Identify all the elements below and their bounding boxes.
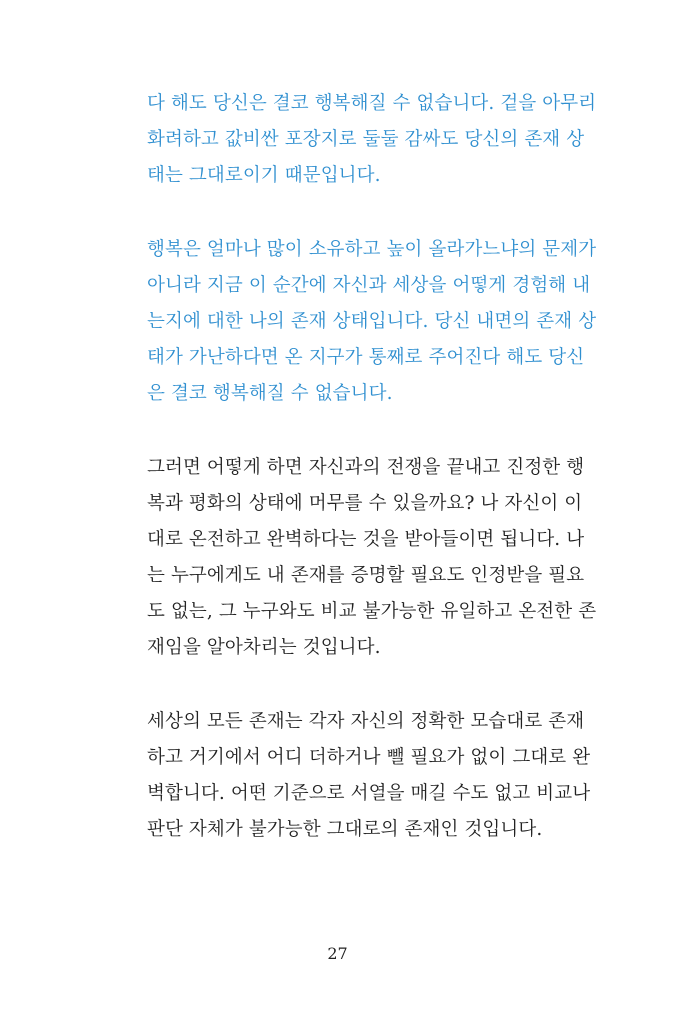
text-line: 다 해도 당신은 결코 행복해질 수 없습니다. 겉을 아무리	[147, 93, 597, 114]
text-line: 도 없는, 그 누구와도 비교 불가능한 유일하고 온전한 존	[147, 601, 597, 622]
text-line: 판단 자체가 불가능한 그대로의 존재인 것입니다.	[147, 819, 543, 840]
paragraph-highlight-2	[147, 232, 607, 412]
text-line: 은 결코 행복해질 수 없습니다.	[147, 383, 393, 404]
text-line: 는지에 대한 나의 존재 상태입니다. 당신 내면의 존재 상	[147, 311, 597, 332]
text-line: 태는 그대로이기 때문입니다.	[147, 165, 381, 186]
text-line: 태가 가난하다면 온 지구가 통째로 주어진다 해도 당신	[147, 347, 585, 368]
text-line: 복과 평화의 상태에 머무를 수 있을까요? 나 자신이 이	[147, 493, 583, 514]
page-number: 27	[327, 944, 348, 963]
text-line: 아니라 지금 이 순간에 자신과 세상을 어떻게 경험해 내	[147, 275, 591, 296]
text-line: 행복은 얼마나 많이 소유하고 높이 올라가느냐의 문제가	[147, 239, 597, 260]
text-line: 벽합니다. 어떤 기준으로 서열을 매길 수도 없고 비교나	[147, 783, 591, 804]
text-line: 하고 거기에서 어디 더하거나 뺄 필요가 없이 그대로 완	[147, 747, 591, 768]
text-line: 는 누구에게도 내 존재를 증명할 필요도 인정받을 필요	[147, 565, 585, 586]
paragraph-body-2	[147, 704, 607, 848]
paragraph-body-1	[147, 450, 607, 666]
text-line: 그러면 어떻게 하면 자신과의 전쟁을 끝내고 진정한 행	[147, 457, 585, 478]
text-line: 대로 온전하고 완벽하다는 것을 받아들이면 됩니다. 나	[147, 529, 585, 550]
text-line: 화려하고 값비싼 포장지로 둘둘 감싸도 당신의 존재 상	[147, 129, 585, 150]
text-line: 재임을 알아차리는 것입니다.	[147, 637, 381, 658]
text-line: 세상의 모든 존재는 각자 자신의 정확한 모습대로 존재	[147, 711, 585, 732]
paragraph-highlight-1	[147, 86, 607, 194]
